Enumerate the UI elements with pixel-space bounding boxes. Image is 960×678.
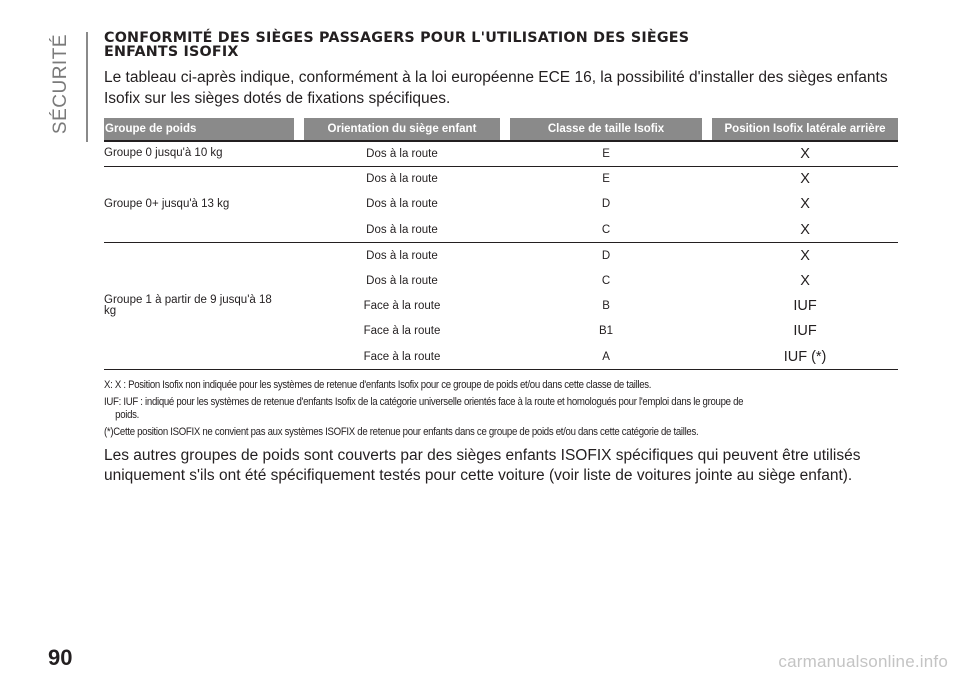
table-row [104,141,898,166]
position-cell: IUF (*) [712,344,898,369]
position-cell: IUF [793,323,817,340]
position-cell: X [712,217,898,242]
size-class-cell: A [510,344,702,369]
orientation-cell: Dos à la route [366,274,438,287]
table-row [104,166,898,191]
orientation-cell: Dos à la route [366,249,438,262]
orientation-cell: Face à la route [363,300,441,313]
position-cell: IUF [793,298,817,315]
weight-group-cell: Groupe 1 à partir de 9 jusqu'à 18 kg [104,243,294,370]
section-side-label [50,34,72,154]
page-number: 90 [48,645,73,670]
orientation-cell: Dos à la route [366,198,438,211]
orientation-cell: Face à la route [304,344,500,369]
header-gap [702,118,712,141]
header-gap [294,118,304,141]
size-class-cell: C [601,274,611,287]
note-star: (*)Cette position ISOFIX ne convient pas aux systèmes ISOFIX de retenue pour enfants dans ce groupe de poids et/ou dans cette catégorie de tailles. [104,426,699,438]
orientation-cell: Dos à la route [304,141,500,166]
closing-paragraph: Les autres groupes de poids sont couverts par des sièges enfants ISOFIX spécifiques qui peuvent être utilisés uniquement s'ils ont été spécifiquement testés pour cette voiture (voir liste de voitures jointe au siège enfant). [104,447,861,484]
size-class-cell: B1 [598,325,614,338]
position-cell: X [800,247,810,264]
size-class-cell: E [510,141,702,166]
weight-group-cell: Groupe 0+ jusqu'à 13 kg [104,166,294,242]
weight-group-cell: Groupe 0 jusqu'à 10 kg [104,141,294,166]
position-cell: X [800,272,810,289]
isofix-table [104,118,898,370]
section-divider [86,32,88,142]
size-class-cell: D [601,249,611,262]
orientation-cell: Dos à la route [304,217,500,242]
size-class-cell: B [602,300,610,313]
header-size-class: Classe de taille Isofix [510,118,702,141]
position-cell: X [800,171,810,188]
size-class-cell: C [510,217,702,242]
size-class-cell: D [601,198,611,211]
header-orientation: Orientation du siège enfant [304,118,500,141]
page-title [104,31,904,59]
orientation-cell: Dos à la route [366,173,438,186]
note-iuf [104,396,895,422]
size-class-cell: E [602,173,610,186]
position-cell: X [712,141,898,166]
table-row [104,243,898,268]
header-gap [500,118,510,141]
orientation-cell: Face à la route [363,325,441,338]
header-rear-position: Position Isofix latérale arrière [712,118,898,141]
title-line-1: CONFORMITÉ DES SIÈGES PASSAGERS POUR L'UTILISATION DES SIÈGES [104,30,690,46]
intro-paragraph: Le tableau ci-après indique, conformément à la loi européenne ECE 16, la possibilité d'installer des sièges enfants Isofix sur les sièges dotés de fixations spécifiques. [104,69,888,107]
note-iuf-line-2: poids. [115,409,140,421]
section-name: SÉCURITÉ [50,34,71,135]
title-line-2: ENFANTS ISOFIX [104,44,239,60]
table-notes [104,379,895,443]
note-iuf-line-1: IUF: IUF : indiqué pour les systèmes de retenue d'enfants Isofix de la catégorie universelle orientés face à la route et homologués pour l'emploi dans le groupe de [104,396,744,408]
header-weight-group: Groupe de poids [104,118,294,141]
table-header-row [104,118,898,141]
note-x: X: X : Position Isofix non indiquée pour les systèmes de retenue d'enfants Isofix pour ce groupe de poids et/ou dans cette classe de tailles. [104,379,652,391]
position-cell: X [800,196,810,213]
watermark: carmanualsonline.info [778,652,948,671]
